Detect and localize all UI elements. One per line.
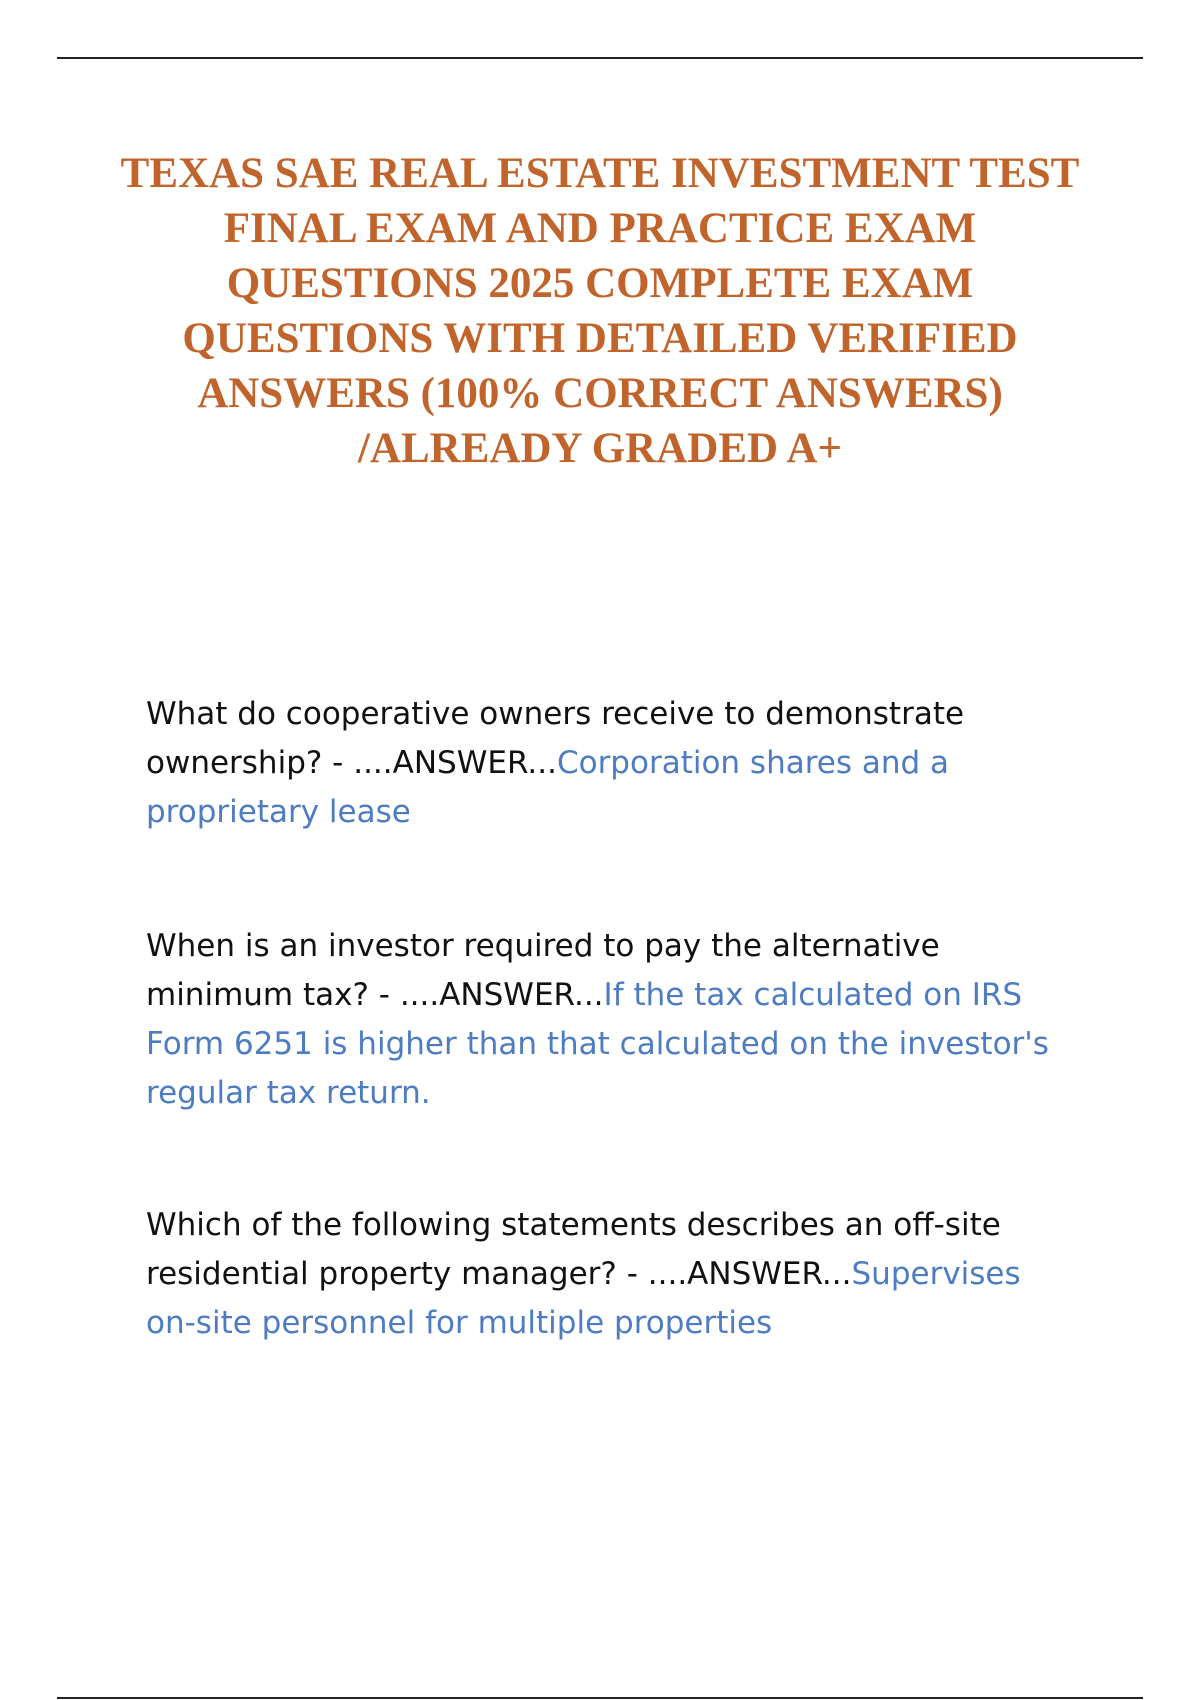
top-rule — [57, 57, 1143, 59]
question-text: When is an investor required to pay the alternative minimum tax? - ....ANSWER... — [146, 928, 940, 1013]
answer-text: Corporation shares and a proprietary lease — [146, 745, 950, 830]
question-text: What do cooperative owners receive to demonstrate ownership? - ....ANSWER... — [146, 696, 965, 781]
bottom-rule — [57, 1697, 1143, 1699]
answer-text: Supervises on-site personnel for multiple properties — [146, 1256, 1021, 1341]
answer-text: If the tax calculated on IRS Form 6251 is higher than that calculated on the investor's regular tax return. — [146, 977, 1049, 1111]
qa-item-2 — [146, 922, 1056, 1118]
qa-item-3 — [146, 1201, 1056, 1348]
document-title: TEXAS SAE REAL ESTATE INVESTMENT TEST FINAL EXAM AND PRACTICE EXAM QUESTIONS 2025 COMPLETE EXAM QUESTIONS WITH DETAILED VERIFIED ANSWERS (100% CORRECT ANSWERS) /ALREADY GRADED A+ — [120, 150, 1080, 472]
question-text: Which of the following statements describes an off-site residential property manager? - ....ANSWER... — [146, 1207, 1001, 1292]
qa-item-1 — [146, 690, 1056, 837]
